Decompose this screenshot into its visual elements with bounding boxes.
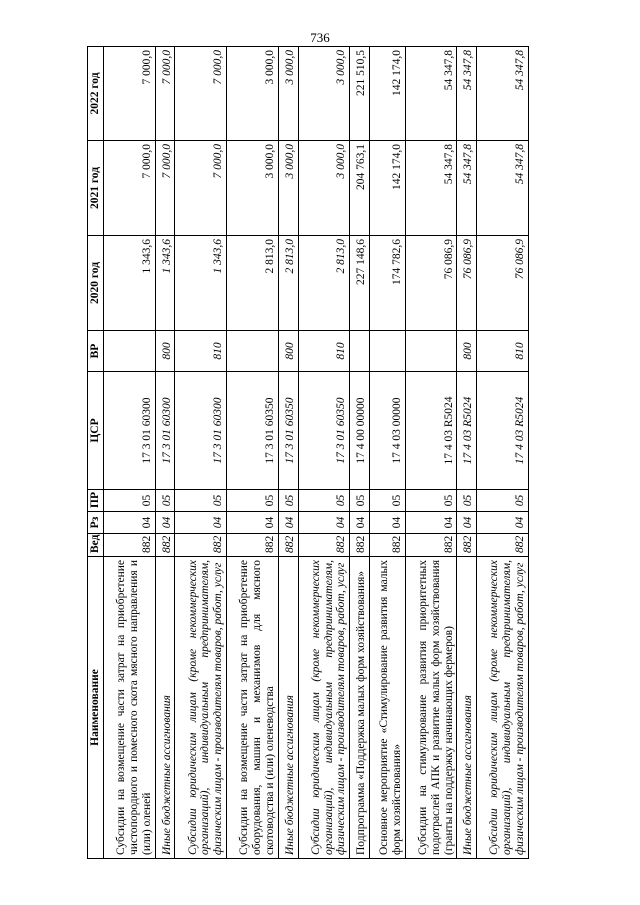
cell-rz: 04 <box>298 512 350 534</box>
cell-rz: 04 <box>278 512 298 534</box>
cell-y2022: 7 000,0 <box>155 47 175 141</box>
cell-vr: 810 <box>477 331 529 372</box>
header-cell: Рз <box>88 512 104 534</box>
cell-pr: 05 <box>457 490 477 512</box>
cell-y2022: 221 510,5 <box>350 47 370 141</box>
cell-y2020: 227 148,6 <box>350 236 370 331</box>
cell-ved: 882 <box>477 534 529 557</box>
cell-name: Иные бюджетные ассигнования <box>155 557 175 859</box>
cell-rz: 04 <box>405 512 457 534</box>
header-cell: 2021 год <box>88 141 104 236</box>
table-row <box>227 47 279 859</box>
cell-ved: 882 <box>104 534 156 557</box>
cell-vr <box>104 331 156 372</box>
cell-y2021: 142 174,0 <box>370 141 406 236</box>
cell-ved: 882 <box>227 534 279 557</box>
cell-vr <box>370 331 406 372</box>
table-row <box>457 47 477 859</box>
cell-y2021: 7 000,0 <box>104 141 156 236</box>
table-row <box>175 47 227 859</box>
table-row <box>370 47 406 859</box>
cell-y2020: 2 813,0 <box>278 236 298 331</box>
table-row <box>298 47 350 859</box>
cell-vr: 800 <box>457 331 477 372</box>
cell-csr: 17 4 03 00000 <box>370 372 406 490</box>
cell-y2022: 54 347,8 <box>477 47 529 141</box>
cell-rz: 04 <box>175 512 227 534</box>
table-row <box>477 47 529 859</box>
cell-rz: 04 <box>104 512 156 534</box>
cell-pr: 05 <box>370 490 406 512</box>
cell-y2022: 7 000,0 <box>104 47 156 141</box>
header-cell: ПР <box>88 490 104 512</box>
cell-ved: 882 <box>278 534 298 557</box>
header-cell: ЦСР <box>88 372 104 490</box>
cell-vr: 810 <box>175 331 227 372</box>
header-cell: 2020 год <box>88 236 104 331</box>
cell-y2022: 3 000,0 <box>227 47 279 141</box>
cell-vr: 800 <box>278 331 298 372</box>
cell-y2020: 76 086,9 <box>405 236 457 331</box>
cell-y2022: 54 347,8 <box>405 47 457 141</box>
header-cell: ВР <box>88 331 104 372</box>
cell-rz: 04 <box>350 512 370 534</box>
cell-y2022: 3 000,0 <box>278 47 298 141</box>
cell-pr: 05 <box>227 490 279 512</box>
table-row <box>104 47 156 859</box>
cell-name: Субсидии юридическим лицам (кроме некоммерческих организаций), индивидуальным предпринимателям, физическим лицам - производителям товаров, работ, услуг <box>175 557 227 859</box>
header-cell: 2022 год <box>88 47 104 141</box>
cell-y2021: 7 000,0 <box>155 141 175 236</box>
cell-rz: 04 <box>477 512 529 534</box>
rotated-table-area <box>87 47 529 859</box>
cell-y2020: 174 782,6 <box>370 236 406 331</box>
cell-y2021: 3 000,0 <box>278 141 298 236</box>
cell-pr: 05 <box>350 490 370 512</box>
table-row <box>350 47 370 859</box>
cell-csr: 17 3 01 60350 <box>298 372 350 490</box>
cell-name: Иные бюджетные ассигнования <box>278 557 298 859</box>
cell-name: Иные бюджетные ассигнования <box>457 557 477 859</box>
cell-y2021: 54 347,8 <box>457 141 477 236</box>
cell-rz: 04 <box>370 512 406 534</box>
cell-y2022: 3 000,0 <box>298 47 350 141</box>
cell-vr: 800 <box>155 331 175 372</box>
cell-name: Субсидии на стимулирование развития приоритетных подотраслей АПК и развитие малых форм хозяйствования (гранты на поддержку начинающих фермеров) <box>405 557 457 859</box>
cell-vr <box>405 331 457 372</box>
cell-y2020: 2 813,0 <box>298 236 350 331</box>
table-row <box>278 47 298 859</box>
cell-rz: 04 <box>227 512 279 534</box>
cell-ved: 882 <box>155 534 175 557</box>
cell-y2021: 54 347,8 <box>405 141 457 236</box>
cell-name: Субсидии на возмещение части затрат на приобретение чистопородного и помесного скота мясного направления и (или) оленей <box>104 557 156 859</box>
table-row <box>405 47 457 859</box>
header-cell: Наименование <box>88 557 104 859</box>
header-row <box>88 47 104 859</box>
cell-ved: 882 <box>405 534 457 557</box>
cell-y2020: 1 343,6 <box>104 236 156 331</box>
budget-table <box>87 46 529 859</box>
cell-csr: 17 3 01 60350 <box>278 372 298 490</box>
cell-y2021: 204 763,1 <box>350 141 370 236</box>
cell-csr: 17 3 01 60300 <box>175 372 227 490</box>
cell-csr: 17 4 00 00000 <box>350 372 370 490</box>
cell-y2020: 76 086,9 <box>477 236 529 331</box>
cell-y2021: 7 000,0 <box>175 141 227 236</box>
cell-pr: 05 <box>155 490 175 512</box>
cell-y2020: 1 343,6 <box>155 236 175 331</box>
cell-vr <box>227 331 279 372</box>
cell-csr: 17 4 03 R5024 <box>405 372 457 490</box>
cell-vr: 810 <box>298 331 350 372</box>
cell-csr: 17 4 03 R5024 <box>457 372 477 490</box>
cell-y2020: 1 343,6 <box>175 236 227 331</box>
rotated-table-inner <box>87 47 529 859</box>
cell-y2020: 76 086,9 <box>457 236 477 331</box>
cell-ved: 882 <box>298 534 350 557</box>
cell-pr: 05 <box>175 490 227 512</box>
cell-y2022: 7 000,0 <box>175 47 227 141</box>
cell-csr: 17 4 03 R5024 <box>477 372 529 490</box>
cell-pr: 05 <box>298 490 350 512</box>
cell-name: Подпрограмма «Поддержка малых форм хозяйствования» <box>350 557 370 859</box>
cell-y2021: 3 000,0 <box>298 141 350 236</box>
cell-ved: 882 <box>175 534 227 557</box>
cell-y2021: 54 347,8 <box>477 141 529 236</box>
cell-name: Субсидии юридическим лицам (кроме некоммерческих организаций), индивидуальным предпринимателям, физическим лицам - производителям товаров, работ, услуг <box>298 557 350 859</box>
cell-pr: 05 <box>278 490 298 512</box>
cell-name: Субсидии юридическим лицам (кроме некоммерческих организаций), индивидуальным предпринимателям, физическим лицам - производителям товаров, работ, услуг <box>477 557 529 859</box>
cell-rz: 04 <box>457 512 477 534</box>
cell-csr: 17 3 01 60300 <box>104 372 156 490</box>
cell-y2021: 3 000,0 <box>227 141 279 236</box>
cell-ved: 882 <box>370 534 406 557</box>
cell-ved: 882 <box>350 534 370 557</box>
cell-csr: 17 3 01 60300 <box>155 372 175 490</box>
cell-y2022: 142 174,0 <box>370 47 406 141</box>
cell-y2020: 2 813,0 <box>227 236 279 331</box>
cell-pr: 05 <box>477 490 529 512</box>
cell-csr: 17 3 01 60350 <box>227 372 279 490</box>
header-cell: Вед <box>88 534 104 557</box>
cell-pr: 05 <box>104 490 156 512</box>
cell-vr <box>350 331 370 372</box>
cell-rz: 04 <box>155 512 175 534</box>
cell-name: Субсидии на возмещение части затрат на приобретение оборудования, машин и механизмов для мясного скотоводства и (или) оленеводства <box>227 557 279 859</box>
cell-ved: 882 <box>457 534 477 557</box>
page-number: 736 <box>310 30 330 45</box>
cell-pr: 05 <box>405 490 457 512</box>
cell-y2022: 54 347,8 <box>457 47 477 141</box>
cell-name: Основное мероприятие «Стимулирование развития малых форм хозяйствования» <box>370 557 406 859</box>
table-row <box>155 47 175 859</box>
